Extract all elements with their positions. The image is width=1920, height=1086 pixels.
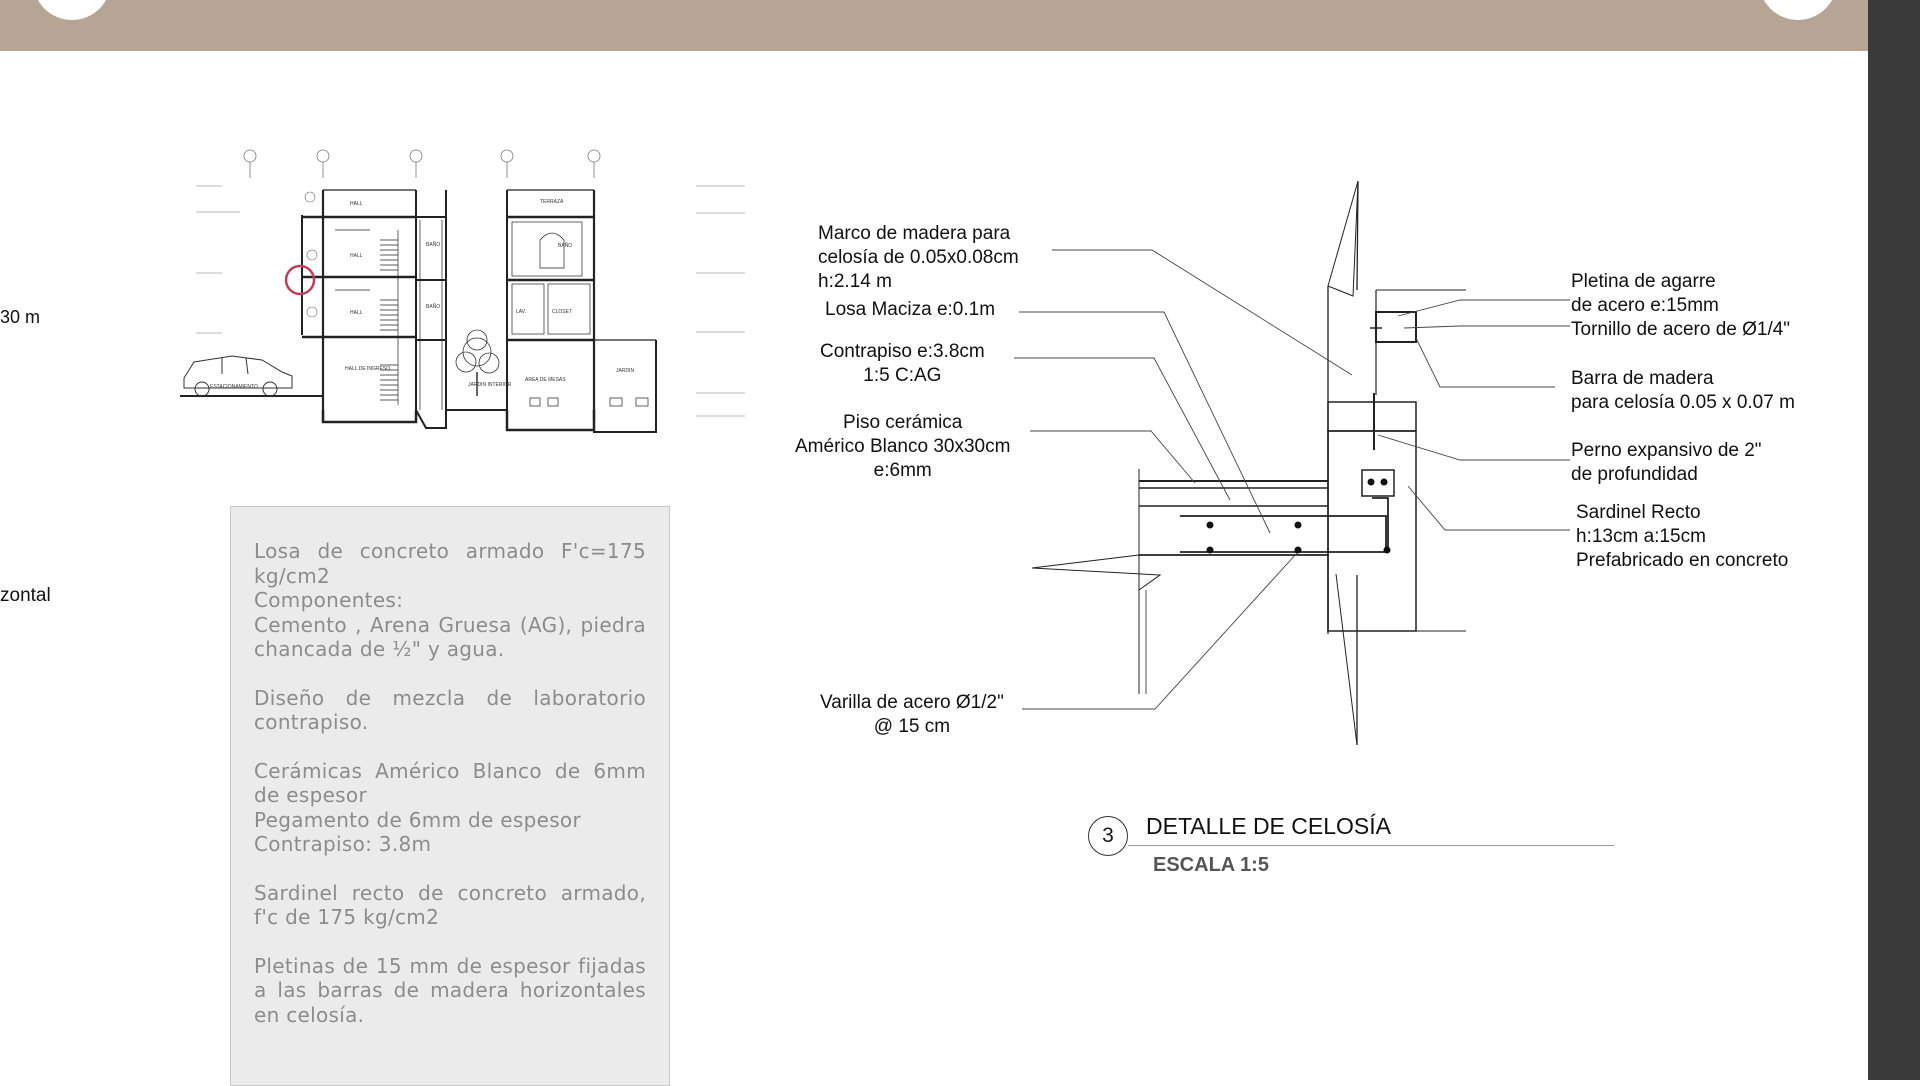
room-label: BAÑO — [558, 243, 573, 249]
detail-scale: ESCALA 1:5 — [1153, 854, 1269, 876]
note-mezcla: Diseño de mezcla de laboratorio contrapiso. — [254, 685, 646, 734]
note-sardinel: Sardinel recto de concreto armado, f'c de 175 kg/cm2 — [254, 880, 646, 929]
note-ceramicas: Cerámicas Américo Blanco de 6mm de espesor Pegamento de 6mm de espesor Contrapiso: 3.8m — [254, 758, 646, 856]
callout-varilla-acero: Varilla de acero Ø1/2" @ 15 cm — [820, 692, 1004, 737]
callout-contrapiso: Contrapiso e:3.8cm 1:5 C:AG — [820, 341, 985, 386]
callout-losa-maciza: Losa Maciza e:0.1m — [825, 299, 996, 320]
room-label: BAÑO — [426, 242, 441, 248]
room-label: BAÑO — [426, 304, 441, 310]
room-label: JARDIN INTERIOR — [468, 382, 512, 388]
callout-sardinel-recto: Sardinel Recto h:13cm a:15cm Prefabricado en concreto — [1576, 502, 1789, 571]
room-label: CLOSET — [552, 309, 573, 315]
callout-pletina-agarre: Pletina de agarre de acero e:15mm Tornillo de acero de Ø1/4" — [1571, 271, 1791, 340]
dimension-label: 30 m — [0, 307, 41, 327]
room-label: HALL DE INGRESO — [345, 366, 391, 372]
note-pletinas: Pletinas de 15 mm de espesor fijadas a las barras de madera horizontales en celosía. — [254, 953, 646, 1027]
room-label: LAV. — [516, 309, 527, 315]
room-label: JARDIN — [616, 368, 635, 374]
title-underline — [1128, 845, 1614, 846]
callout-marco-madera: Marco de madera para celosía de 0.05x0.08cm h:2.14 m — [818, 223, 1019, 292]
room-label: HALL — [350, 201, 363, 207]
detail-title: DETALLE DE CELOSÍA — [1146, 813, 1391, 839]
room-label: ESTACIONAMIENTO — [210, 384, 258, 390]
room-label: AREA DE MESAS — [525, 377, 566, 383]
detail-number-badge: 3 — [1088, 816, 1128, 856]
callout-perno-expansivo: Perno expansivo de 2" de profundidad — [1571, 440, 1762, 485]
room-label: HALL — [350, 253, 363, 259]
callout-barra-madera: Barra de madera para celosía 0.05 x 0.07 m — [1571, 368, 1795, 413]
note-losa: Losa de concreto armado F'c=175 kg/cm2 Componentes: Cemento , Arena Gruesa (AG), piedra chancada de ½" y agua. — [254, 539, 646, 661]
horizontal-label: zontal — [0, 585, 51, 606]
specification-notes-panel — [230, 506, 670, 1086]
room-label: HALL — [350, 310, 363, 316]
callout-piso-ceramica: Piso cerámica Américo Blanco 30x30cm e:6mm — [795, 412, 1011, 481]
room-label: TERRAZA — [540, 199, 564, 205]
